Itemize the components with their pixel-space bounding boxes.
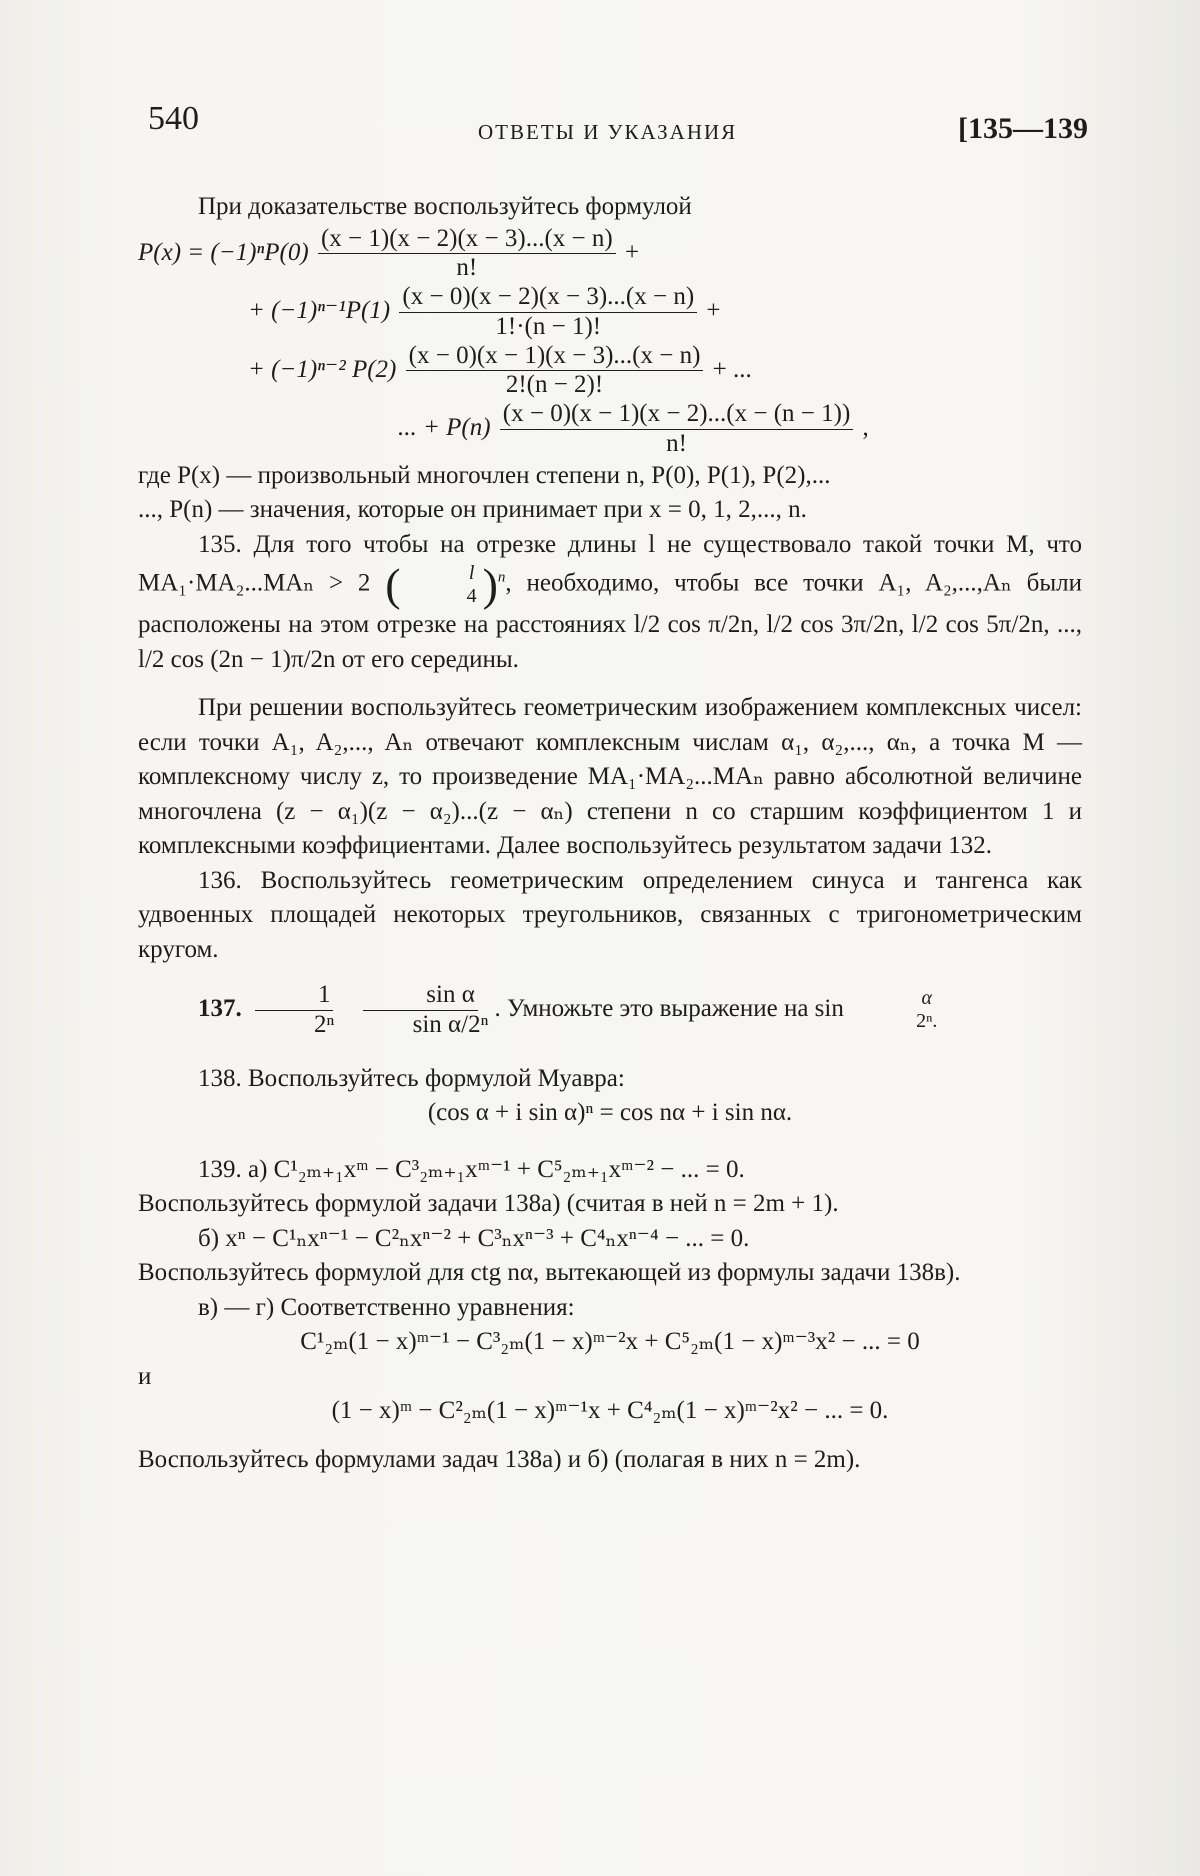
equation-2: (1 − x)ᵐ − C²₂ₘ(1 − x)ᵐ⁻¹x + C⁴₂ₘ(1 − x)ᵐ⁻²x² − ... = 0.: [331, 1397, 889, 1424]
distance-2: l/2 cos 3π/2n,: [766, 611, 905, 638]
distance-3: l/2 cos 5π/2n, ...,: [911, 611, 1083, 638]
distance-4: l/2 cos (2n − 1)π/2n: [138, 645, 336, 673]
page-header: [148, 100, 1088, 150]
distance-1: l/2 cos π/2n,: [633, 611, 760, 638]
and-word: и: [138, 1362, 152, 1390]
lagrange-formula: [138, 225, 1082, 459]
formula-line-3: + (−1)ⁿ⁻² P(2) $\frac{(x - 0)(x - 1)(x - 3)...(x - n)}{2!(n - 2)!}$ + ...: [248, 341, 752, 399]
page-number: 540: [148, 100, 199, 137]
where-text-2: ..., P(n) — значения, которые он принимает при x = 0, 1, 2,..., n.: [138, 496, 807, 523]
where-text-1: где P(x) — произвольный многочлен степени n, P(0), P(1), P(2),...: [138, 461, 831, 489]
problem-139b-text: Воспользуйтесь формулой для ctg nα, вытекающей из формулы задачи 138в).: [138, 1259, 961, 1286]
problem-135: 135. Для того чтобы на отрезке длины l не существовало такой точки M, что MA₁·MA₂...MAₙ > 2 ( l 4 )$^n$, необходимо, чтобы все точки A₁, A₂,...,Aₙ были расположены на этом отрезке на расстояниях l/2 cos π/2n, l/2 cos 3π/2n, l/2 cos 5π/2n, ..., l/2 cos (2n − 1)π/2n от его середины.: [138, 530, 1083, 673]
problem-139a-formula: 139. а) C¹₂ₘ₊₁xᵐ − C³₂ₘ₊₁xᵐ⁻¹ + C⁵₂ₘ₊₁xᵐ⁻² − ... = 0.: [198, 1155, 745, 1183]
formula-line-2: + (−1)ⁿ⁻¹P(1) $\frac{(x - 0)(x - 2)(x - 3)...(x - n)}{1!\cdot(n - 1)!}$ +: [248, 283, 721, 340]
problem-139-final: Воспользуйтесь формулами задач 138а) и б) (полагая в них n = 2m).: [138, 1445, 861, 1473]
formula-line-4: ... + P(n) $\frac{(x - 0)(x - 1)(x - 2)...(x - (n - 1))}{n!}$ ,: [398, 400, 869, 457]
problem-138: 138. Воспользуйтесь формулой Муавра:: [198, 1064, 625, 1092]
page-body: [138, 190, 1082, 1477]
problem-range: [135—139: [958, 112, 1088, 145]
problem-137: 137. $\frac{1}{\text{2ⁿ}}$ $\frac{\text{sin α}}{\text{sin α/2ⁿ}}$ . Умножьте это выражение на sin α 2ⁿ.: [198, 981, 938, 1038]
problem-135-hint: При решении воспользуйтесь геометрическим изображением комплексных чисел: если точки A₁, A₂,..., Aₙ отвечают комплексным числам α₁, α₂,..., αₙ, а точка M — комплексному числу z, то произведение MA₁·MA₂...MAₙ равно абсолютной величине многочлена (z − α₁)(z − α₂)...(z − αₙ) степени n со старшим коэффициентом 1 и комплексными коэффициентами. Далее воспользуйтесь результатом задачи 132.: [138, 694, 1082, 859]
intro-text: При доказательстве воспользуйтесь формулой: [198, 193, 692, 220]
problem-136: 136. Воспользуйтесь геометрическим определением синуса и тангенса как удвоенных площадей некоторых треугольников, связанных с тригонометрическим кругом.: [138, 866, 1082, 963]
moivre-formula: (cos α + i sin α)ⁿ = cos nα + i sin nα.: [427, 1099, 793, 1126]
problem-139b-formula: б) xⁿ − C¹ₙxⁿ⁻¹ − C²ₙxⁿ⁻² + C³ₙxⁿ⁻³ + C⁴ₙxⁿ⁻⁴ − ... = 0.: [198, 1224, 750, 1252]
formula-line-1: P(x) = (−1)ⁿP(0) $\frac{(x - 1)(x - 2)(x - 3)...(x - n)}{n!}$ +: [138, 224, 640, 282]
problem-139vg: в) — г) Соответственно уравнения:: [198, 1293, 575, 1321]
running-title: ОТВЕТЫ И УКАЗАНИЯ: [478, 120, 738, 144]
problem-139a-text: Воспользуйтесь формулой задачи 138а) (считая в ней n = 2m + 1).: [138, 1190, 839, 1217]
equation-1: C¹₂ₘ(1 − x)ᵐ⁻¹ − C³₂ₘ(1 − x)ᵐ⁻²x + C⁵₂ₘ(1 − x)ᵐ⁻³x² − ... = 0: [300, 1328, 920, 1355]
